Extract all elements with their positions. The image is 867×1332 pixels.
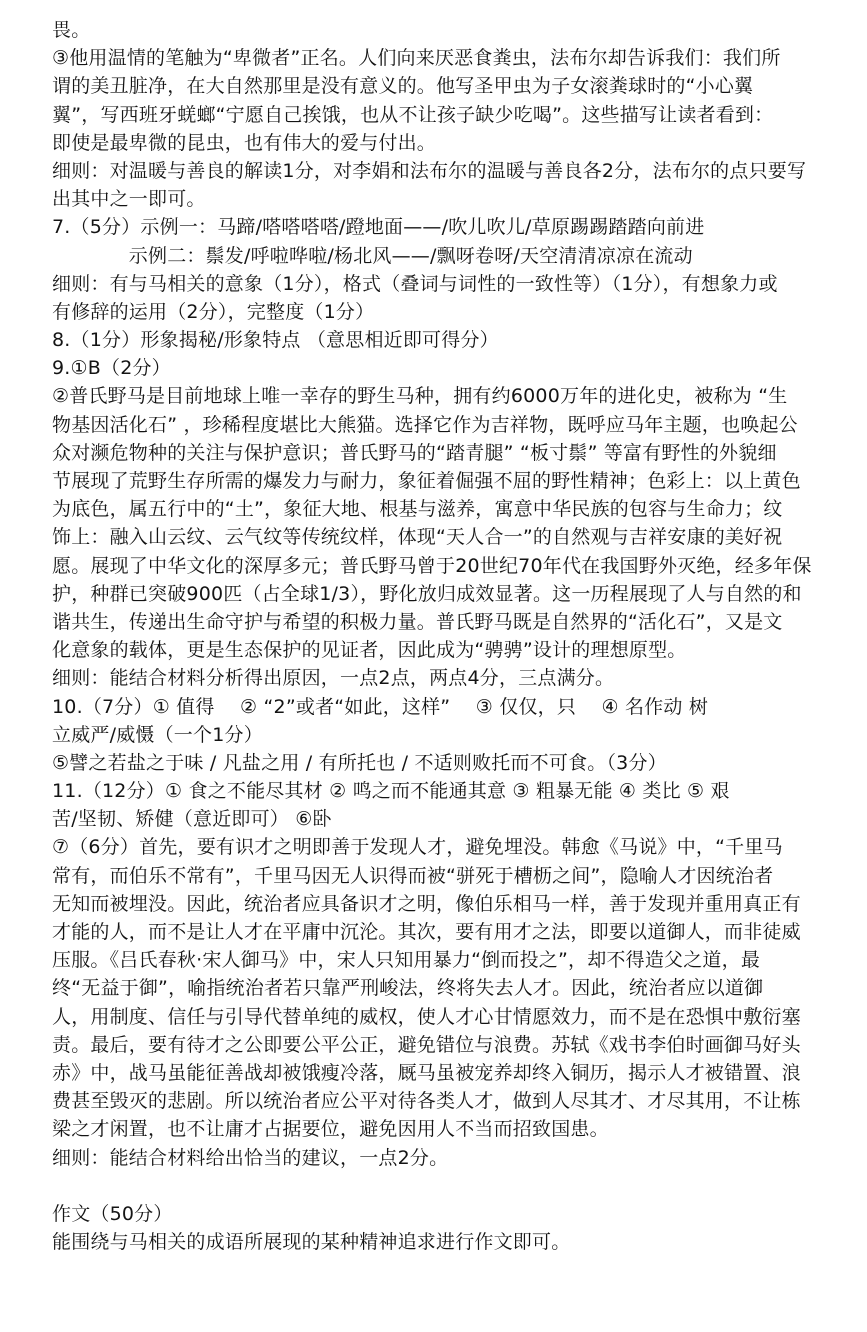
text-line: 细则：能结合材料给出恰当的建议，一点2分。 bbox=[52, 1146, 449, 1169]
text-line: 护，种群已突破900匹（占全球1/3），野化放归成效显著。这一历程展现了人与自然的和 bbox=[52, 582, 802, 605]
text-line: 7.（5分）示例一：马蹄/嗒嗒嗒嗒/蹬地面——/吹儿吹儿/草原踢踢踏踏向前进 bbox=[52, 216, 705, 239]
text-line: 才能的人，而不是让人才在平庸中沉沦。其次，要有用才之法，即要以道御人，而非徒威 bbox=[52, 921, 801, 943]
text-line: 即使是最卑微的昆虫，也有伟大的爱与付出。 bbox=[52, 131, 437, 154]
text-line: 翼”，写西班牙蜣螂“宁愿自己挨饿，也从不让孩子缺少吃喝”。这些描写让读者看到： bbox=[52, 103, 774, 126]
text-line: 无知而被埋没。因此，统治者应具备识才之明，像伯乐相马一样，善于发现并重用真正有 bbox=[52, 892, 801, 915]
text-line: 出其中之一即可。 bbox=[52, 188, 206, 211]
text-line: 谓的美丑脏净，在大自然那里是没有意义的。他写圣甲虫为子女滚粪球时的“小心翼 bbox=[52, 75, 754, 98]
text-line: 物基因活化石” ，珍稀程度堪比大熊猫。选择它作为吉祥物，既呼应马年主题，也唤起公 bbox=[52, 413, 798, 436]
text-line: ⑤譬之若盐之于味 / 凡盐之用 / 有所托也 / 不适则败托而不可食。（3分） bbox=[52, 751, 667, 774]
text-line: 化意象的载体，更是生态保护的见证者，因此成为“骋骋”设计的理想原型。 bbox=[52, 639, 687, 662]
text-line: 为底色，属五行中的“土”，象征大地、根基与滋养，寓意中华民族的包容与生命力；纹 bbox=[52, 498, 783, 521]
text-line: 畏。 bbox=[52, 19, 91, 41]
text-line: 压服。《吕氏春秋·宋人御马》中，宋人只知用暴力“倒而投之”，却不得造父之道，最 bbox=[52, 949, 761, 972]
text-line: 能围绕与马相关的成语所展现的某种精神追求进行作文即可。 bbox=[52, 1231, 571, 1254]
blank-line bbox=[52, 1172, 837, 1200]
text-line: 费甚至毁灭的悲剧。所以统治者应公平对待各类人才，做到人尽其才、才尽其用，不让栋 bbox=[52, 1090, 801, 1113]
text-line: 10.（7分）① 值得 ② “2”或者“如此，这样” ③ 仅仅，只 ④ 名作动 树 bbox=[52, 695, 709, 718]
text-line: 人，用制度、信任与引导代替单纯的威权，使人才心甘情愿效力，而不是在恐惧中敷衍塞 bbox=[52, 1005, 801, 1028]
text-line: ⑦（6分）首先，要有识才之明即善于发现人才，避免埋没。韩愈《马说》中，“千里马 bbox=[52, 836, 783, 859]
text-line: 常有，而伯乐不常有”，千里马因无人识得而被“骈死于槽枥之间”，隐喻人才因统治者 bbox=[52, 864, 774, 887]
text-line: 节展现了荒野生存所需的爆发力与耐力，象征着倔强不屈的野性精神；色彩上：以上黄色 bbox=[52, 470, 801, 492]
text-line: 立威严/威慑（一个1分） bbox=[52, 723, 263, 746]
text-line: 苦/坚韧、矫健（意近即可） ⑥卧 bbox=[52, 808, 332, 831]
text-line: 众对濒危物种的关注与保护意识；普氏野马的“踏青腿” “板寸鬃” 等富有野性的外貌细 bbox=[52, 441, 777, 464]
text-line: ②普氏野马是目前地球上唯一幸存的野生马种，拥有约6000万年的进化史，被称为 “生 bbox=[52, 385, 788, 408]
text-line: 细则：有与马相关的意象（1分），格式（叠词与词性的一致性等）（1分），有想象力或 bbox=[52, 272, 778, 295]
text-line: 细则：能结合材料分析得出原因，一点2点，两点4分，三点满分。 bbox=[52, 667, 615, 690]
text-line: 饰上：融入山云纹、云气纹等传统纹样，体现“天人合一”的自然观与吉祥安康的美好祝 bbox=[52, 526, 783, 549]
text-line: ③他用温情的笔触为“卑微者”正名。人们向来厌恶食粪虫，法布尔却告诉我们：我们所 bbox=[52, 47, 781, 70]
text-line: 赤》中，战马虽能征善战却被饿瘦冷落，厩马虽被宠养却终入铜历，揭示人才被错置、浪 bbox=[52, 1061, 801, 1084]
text-line: 11.（12分）① 食之不能尽其材 ② 鸣之而不能通其意 ③ 粗暴无能 ④ 类比 ⑤ 艰 bbox=[52, 780, 730, 803]
text-line: 愿。展现了中华文化的深厚多元；普氏野马曾于20世纪70年代在我国野外灭绝，经多年保 bbox=[52, 554, 812, 577]
text-line: 责。最后，要有待才之公即要公平公正，避免错位与浪费。苏轼《戏书李伯时画御马好头 bbox=[52, 1033, 801, 1056]
text-line: 作文（50分） bbox=[52, 1202, 173, 1225]
text-line: 9.①B（2分） bbox=[52, 357, 171, 380]
text-line: 有修辞的运用（2分），完整度（1分） bbox=[52, 300, 375, 323]
text-line: 终“无益于御”，喻指统治者若只靠严刑峻法，终将失去人才。因此，统治者应以道御 bbox=[52, 977, 764, 1000]
text-line: 梁之才闲置，也不让庸才占据要位，避免因用人不当而招致国患。 bbox=[52, 1118, 609, 1141]
text-line: 细则：对温暖与善良的解读1分，对李娟和法布尔的温暖与善良各2分，法布尔的点只要写 bbox=[52, 159, 807, 182]
text-line: 谐共生，传递出生命守护与希望的积极力量。普氏野马既是自然界的“活化石”，又是文 bbox=[52, 610, 783, 633]
text-line: 示例二：鬃发/呼啦哗啦/杨北风——/飘呀卷呀/天空清清凉凉在流动 bbox=[52, 244, 693, 267]
text-line: 8.（1分）形象揭秘/形象特点 （意思相近即可得分） bbox=[52, 329, 499, 352]
